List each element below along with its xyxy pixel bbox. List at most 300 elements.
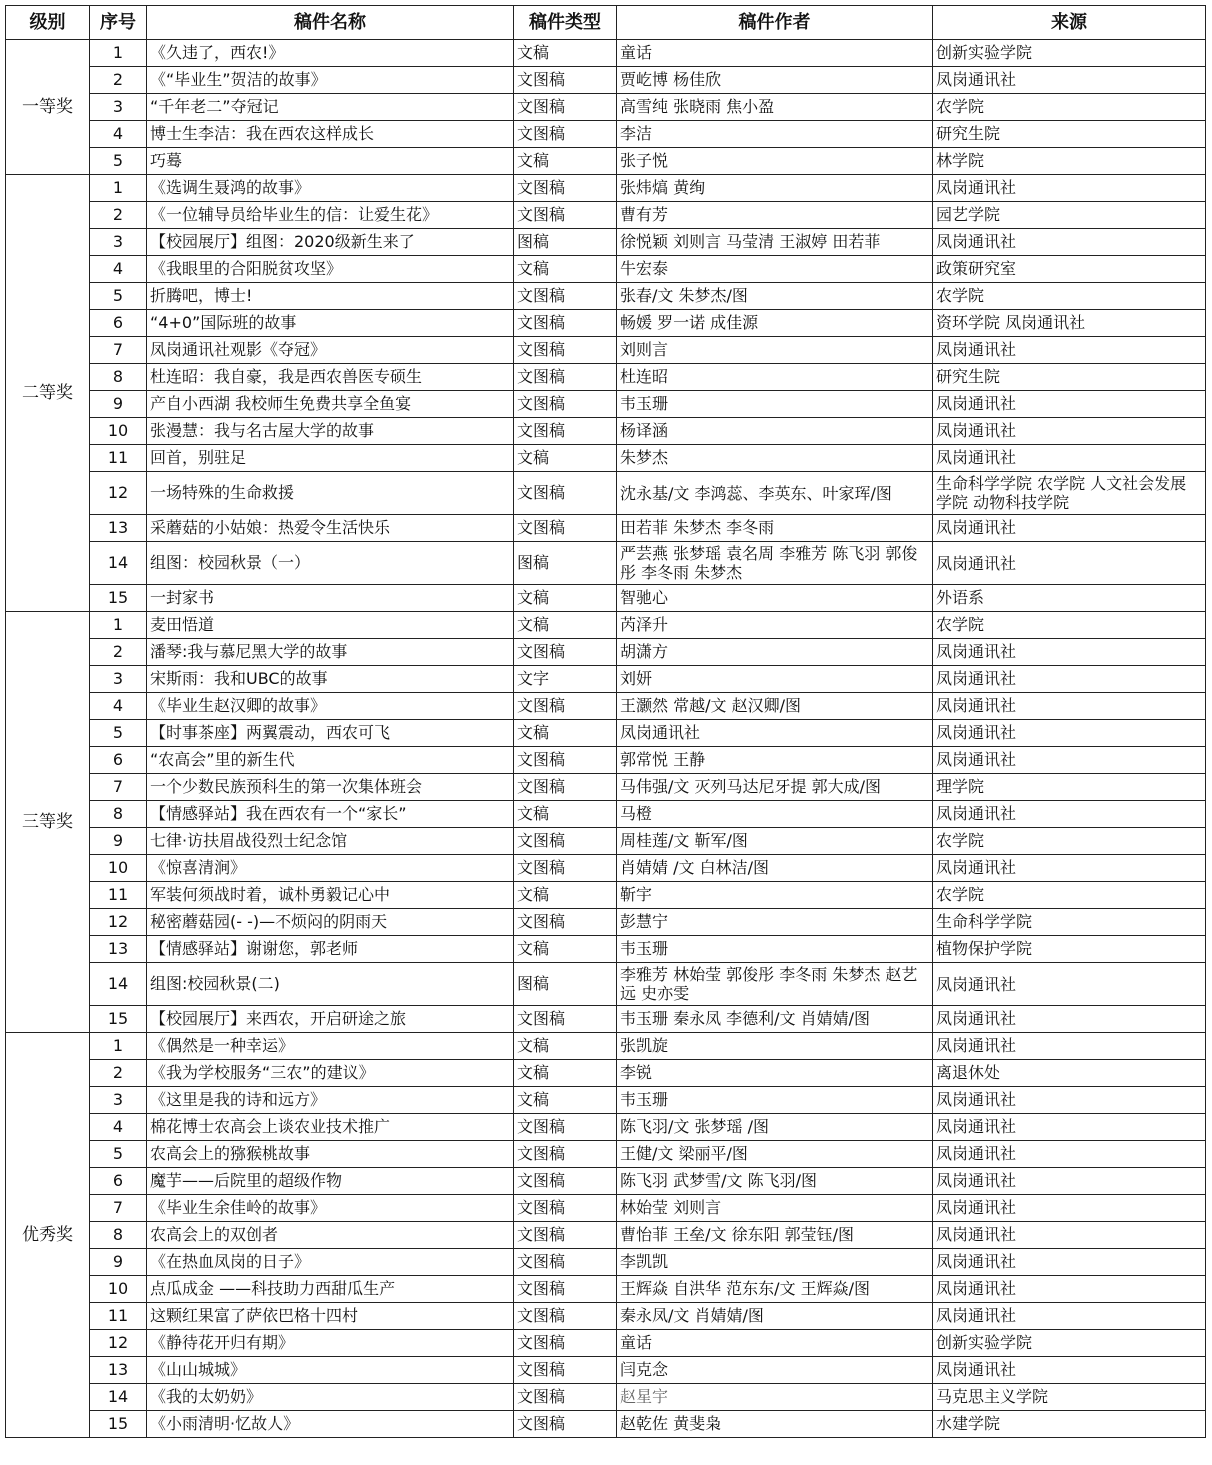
entry-number-cell: 1 (90, 1033, 147, 1060)
entry-title-cell: 组图:校园秋景(二) (147, 963, 514, 1006)
entry-title-cell: 博士生李洁：我在西农这样成长 (147, 121, 514, 148)
entry-type-cell: 文图稿 (514, 67, 617, 94)
entry-author-cell: 赵乾佐 黄斐枭 (617, 1411, 933, 1438)
entry-title-cell: 魔芋——后院里的超级作物 (147, 1168, 514, 1195)
entry-title-cell: “4+0”国际班的故事 (147, 310, 514, 337)
table-row (6, 310, 1206, 337)
entry-type-cell: 文图稿 (514, 1222, 617, 1249)
entry-author-cell: 李洁 (617, 121, 933, 148)
table-row (6, 774, 1206, 801)
entry-author-cell: 马伟强/文 灭列马达尼牙提 郭大成/图 (617, 774, 933, 801)
entry-author-cell: 田若菲 朱梦杰 李冬雨 (617, 515, 933, 542)
entry-title-cell: 《我为学校服务“三农”的建议》 (147, 1060, 514, 1087)
entry-title-cell: 《山山城城》 (147, 1357, 514, 1384)
table-row (6, 1168, 1206, 1195)
entry-author-cell: 彭慧宁 (617, 909, 933, 936)
entry-title-cell: “千年老二”夺冠记 (147, 94, 514, 121)
entry-type-cell: 文稿 (514, 148, 617, 175)
entry-title-cell: 这颗红果富了萨依巴格十四村 (147, 1303, 514, 1330)
entry-number-cell: 5 (90, 148, 147, 175)
entry-source-cell: 凤岗通讯社 (933, 1195, 1206, 1222)
entry-type-cell: 文图稿 (514, 1384, 617, 1411)
entry-title-cell: 杜连昭：我自豪，我是西农兽医专硕生 (147, 364, 514, 391)
entry-author-cell: 王健/文 梁丽平/图 (617, 1141, 933, 1168)
entry-source-cell: 凤岗通讯社 (933, 445, 1206, 472)
entry-author-cell: 王灏然 常越/文 赵汉卿/图 (617, 693, 933, 720)
entry-type-cell: 图稿 (514, 542, 617, 585)
award-level-cell: 三等奖 (6, 612, 90, 1033)
entry-source-cell: 理学院 (933, 774, 1206, 801)
entry-type-cell: 文图稿 (514, 1357, 617, 1384)
entry-type-cell: 文图稿 (514, 202, 617, 229)
table-row (6, 1411, 1206, 1438)
entry-number-cell: 9 (90, 828, 147, 855)
entry-number-cell: 4 (90, 121, 147, 148)
table-row (6, 1060, 1206, 1087)
entry-type-cell: 文图稿 (514, 747, 617, 774)
table-row (6, 1357, 1206, 1384)
entry-source-cell: 离退休处 (933, 1060, 1206, 1087)
table-row (6, 963, 1206, 1006)
entry-title-cell: 【情感驿站】我在西农有一个“家长” (147, 801, 514, 828)
entry-type-cell: 文字 (514, 666, 617, 693)
entry-type-cell: 文图稿 (514, 1141, 617, 1168)
entry-author-cell: 周桂莲/文 靳军/图 (617, 828, 933, 855)
entry-title-cell: 农高会上的猕猴桃故事 (147, 1141, 514, 1168)
entry-title-cell: 产自小西湖 我校师生免费共享全鱼宴 (147, 391, 514, 418)
entry-source-cell: 凤岗通讯社 (933, 1141, 1206, 1168)
entry-author-cell: 靳宇 (617, 882, 933, 909)
entry-author-cell: 芮泽升 (617, 612, 933, 639)
entry-number-cell: 4 (90, 693, 147, 720)
header-title: 稿件名称 (147, 6, 514, 40)
table-row (6, 747, 1206, 774)
entry-source-cell: 研究生院 (933, 364, 1206, 391)
entry-number-cell: 11 (90, 1303, 147, 1330)
entry-number-cell: 3 (90, 666, 147, 693)
entry-title-cell: 《在热血凤岗的日子》 (147, 1249, 514, 1276)
entry-type-cell: 文图稿 (514, 1168, 617, 1195)
table-row (6, 391, 1206, 418)
table-row (6, 40, 1206, 67)
table-row (6, 256, 1206, 283)
table-row (6, 283, 1206, 310)
entry-number-cell: 13 (90, 515, 147, 542)
entry-title-cell: 农高会上的双创者 (147, 1222, 514, 1249)
entry-source-cell: 凤岗通讯社 (933, 337, 1206, 364)
entry-number-cell: 5 (90, 720, 147, 747)
table-row (6, 94, 1206, 121)
entry-author-cell: 张凯旋 (617, 1033, 933, 1060)
entry-title-cell: 折腾吧，博士! (147, 283, 514, 310)
entry-number-cell: 12 (90, 909, 147, 936)
entry-author-cell: 徐悦颖 刘则言 马莹清 王淑婷 田若菲 (617, 229, 933, 256)
entry-type-cell: 文图稿 (514, 121, 617, 148)
entry-title-cell: 一个少数民族预科生的第一次集体班会 (147, 774, 514, 801)
entry-title-cell: 《“毕业生”贺洁的故事》 (147, 67, 514, 94)
entry-type-cell: 图稿 (514, 229, 617, 256)
entry-title-cell: 《小雨清明·忆故人》 (147, 1411, 514, 1438)
entry-author-cell: 郭常悦 王静 (617, 747, 933, 774)
table-row (6, 67, 1206, 94)
entry-author-cell: 刘妍 (617, 666, 933, 693)
entry-number-cell: 11 (90, 445, 147, 472)
entry-source-cell: 政策研究室 (933, 256, 1206, 283)
table-row (6, 1249, 1206, 1276)
entry-title-cell: 一场特殊的生命救援 (147, 472, 514, 515)
entry-source-cell: 农学院 (933, 612, 1206, 639)
entry-type-cell: 文稿 (514, 936, 617, 963)
table-row (6, 121, 1206, 148)
entry-type-cell: 文稿 (514, 1033, 617, 1060)
entry-title-cell: 《一位辅导员给毕业生的信：让爱生花》 (147, 202, 514, 229)
entry-source-cell: 凤岗通讯社 (933, 1168, 1206, 1195)
entry-source-cell: 凤岗通讯社 (933, 666, 1206, 693)
entry-number-cell: 1 (90, 612, 147, 639)
table-row (6, 1303, 1206, 1330)
entry-source-cell: 凤岗通讯社 (933, 418, 1206, 445)
table-row (6, 472, 1206, 515)
entry-title-cell: 《这里是我的诗和远方》 (147, 1087, 514, 1114)
table-row (6, 515, 1206, 542)
awards-table (5, 5, 1206, 1438)
entry-author-cell: 韦玉珊 (617, 1087, 933, 1114)
table-row (6, 175, 1206, 202)
entry-number-cell: 15 (90, 1006, 147, 1033)
entry-title-cell: 《静待花开归有期》 (147, 1330, 514, 1357)
entry-type-cell: 文图稿 (514, 639, 617, 666)
entry-type-cell: 文图稿 (514, 1195, 617, 1222)
entry-title-cell: 秘密蘑菇园(- -)—不烦闷的阴雨天 (147, 909, 514, 936)
entry-type-cell: 文稿 (514, 882, 617, 909)
entry-author-cell: 凤岗通讯社 (617, 720, 933, 747)
entry-title-cell: 潘琴:我与慕尼黑大学的故事 (147, 639, 514, 666)
entry-type-cell: 文稿 (514, 1087, 617, 1114)
entry-type-cell: 文图稿 (514, 828, 617, 855)
header-type: 稿件类型 (514, 6, 617, 40)
header-level: 级别 (6, 6, 90, 40)
entry-author-cell: 张炜熇 黄绚 (617, 175, 933, 202)
entry-title-cell: 组图：校园秋景（一） (147, 542, 514, 585)
table-row (6, 936, 1206, 963)
entry-title-cell: 《我的太奶奶》 (147, 1384, 514, 1411)
awards-table-wrapper (5, 5, 1206, 1438)
entry-author-cell: 肖婧婧 /文 白林洁/图 (617, 855, 933, 882)
entry-type-cell: 文图稿 (514, 1330, 617, 1357)
entry-number-cell: 8 (90, 364, 147, 391)
entry-source-cell: 凤岗通讯社 (933, 720, 1206, 747)
entry-source-cell: 凤岗通讯社 (933, 1357, 1206, 1384)
entry-type-cell: 文图稿 (514, 1411, 617, 1438)
entry-number-cell: 5 (90, 1141, 147, 1168)
entry-author-cell: 杜连昭 (617, 364, 933, 391)
entry-source-cell: 凤岗通讯社 (933, 1249, 1206, 1276)
entry-author-cell: 严芸燕 张梦瑶 袁名周 李雅芳 陈飞羽 郭俊彤 李冬雨 朱梦杰 (617, 542, 933, 585)
entry-source-cell: 凤岗通讯社 (933, 1114, 1206, 1141)
entry-author-cell: 韦玉珊 秦永凤 李德利/文 肖婧婧/图 (617, 1006, 933, 1033)
table-row (6, 612, 1206, 639)
table-row (6, 1006, 1206, 1033)
table-row (6, 909, 1206, 936)
entry-source-cell: 凤岗通讯社 (933, 855, 1206, 882)
entry-type-cell: 文图稿 (514, 1249, 617, 1276)
entry-title-cell: “农高会”里的新生代 (147, 747, 514, 774)
entry-type-cell: 文图稿 (514, 855, 617, 882)
header-author: 稿件作者 (617, 6, 933, 40)
entry-title-cell: 麦田悟道 (147, 612, 514, 639)
entry-title-cell: 《偶然是一种幸运》 (147, 1033, 514, 1060)
entry-source-cell: 凤岗通讯社 (933, 1222, 1206, 1249)
entry-author-cell: 李凯凯 (617, 1249, 933, 1276)
entry-source-cell: 凤岗通讯社 (933, 639, 1206, 666)
table-row (6, 1195, 1206, 1222)
entry-title-cell: 【校园展厅】组图：2020级新生来了 (147, 229, 514, 256)
header-number: 序号 (90, 6, 147, 40)
header-source: 来源 (933, 6, 1206, 40)
entry-source-cell: 凤岗通讯社 (933, 175, 1206, 202)
table-row (6, 639, 1206, 666)
entry-source-cell: 研究生院 (933, 121, 1206, 148)
entry-author-cell: 韦玉珊 (617, 936, 933, 963)
entry-source-cell: 生命科学学院 (933, 909, 1206, 936)
entry-title-cell: 七律·访扶眉战役烈士纪念馆 (147, 828, 514, 855)
table-row (6, 445, 1206, 472)
entry-author-cell: 张子悦 (617, 148, 933, 175)
entry-source-cell: 马克思主义学院 (933, 1384, 1206, 1411)
entry-source-cell: 凤岗通讯社 (933, 229, 1206, 256)
entry-source-cell: 凤岗通讯社 (933, 1006, 1206, 1033)
entry-type-cell: 文稿 (514, 1060, 617, 1087)
entry-type-cell: 文图稿 (514, 283, 617, 310)
entry-author-cell: 杨译涵 (617, 418, 933, 445)
entry-type-cell: 文图稿 (514, 472, 617, 515)
entry-type-cell: 文图稿 (514, 391, 617, 418)
entry-number-cell: 5 (90, 283, 147, 310)
entry-title-cell: 棉花博士农高会上谈农业技术推广 (147, 1114, 514, 1141)
entry-author-cell: 陈飞羽/文 张梦瑶 /图 (617, 1114, 933, 1141)
entry-number-cell: 10 (90, 418, 147, 445)
entry-title-cell: 《久违了，西农!》 (147, 40, 514, 67)
entry-source-cell: 水建学院 (933, 1411, 1206, 1438)
table-row (6, 585, 1206, 612)
entry-source-cell: 凤岗通讯社 (933, 515, 1206, 542)
table-row (6, 801, 1206, 828)
entry-title-cell: 点瓜成金 ——科技助力西甜瓜生产 (147, 1276, 514, 1303)
entry-source-cell: 创新实验学院 (933, 40, 1206, 67)
entry-author-cell: 陈飞羽 武梦雪/文 陈飞羽/图 (617, 1168, 933, 1195)
entry-type-cell: 文图稿 (514, 693, 617, 720)
entry-number-cell: 9 (90, 1249, 147, 1276)
table-row (6, 1276, 1206, 1303)
entry-author-cell: 王辉焱 自洪华 范东东/文 王辉焱/图 (617, 1276, 933, 1303)
entry-number-cell: 15 (90, 1411, 147, 1438)
table-row (6, 364, 1206, 391)
entry-author-cell: 朱梦杰 (617, 445, 933, 472)
entry-number-cell: 1 (90, 40, 147, 67)
entry-source-cell: 凤岗通讯社 (933, 1276, 1206, 1303)
table-row (6, 229, 1206, 256)
entry-source-cell: 林学院 (933, 148, 1206, 175)
entry-type-cell: 文图稿 (514, 515, 617, 542)
entry-title-cell: 回首，别驻足 (147, 445, 514, 472)
entry-author-cell: 刘则言 (617, 337, 933, 364)
entry-number-cell: 8 (90, 1222, 147, 1249)
entry-title-cell: 宋斯雨：我和UBC的故事 (147, 666, 514, 693)
entry-source-cell: 植物保护学院 (933, 936, 1206, 963)
entry-type-cell: 文稿 (514, 40, 617, 67)
entry-title-cell: 采蘑菇的小姑娘：热爱令生活快乐 (147, 515, 514, 542)
entry-number-cell: 11 (90, 882, 147, 909)
entry-source-cell: 凤岗通讯社 (933, 1303, 1206, 1330)
entry-author-cell: 童话 (617, 40, 933, 67)
entry-number-cell: 3 (90, 94, 147, 121)
award-level-cell: 优秀奖 (6, 1033, 90, 1438)
entry-number-cell: 15 (90, 585, 147, 612)
entry-source-cell: 园艺学院 (933, 202, 1206, 229)
entry-type-cell: 文图稿 (514, 175, 617, 202)
entry-author-cell: 高雪纯 张晓雨 焦小盈 (617, 94, 933, 121)
entry-source-cell: 凤岗通讯社 (933, 693, 1206, 720)
entry-source-cell: 凤岗通讯社 (933, 747, 1206, 774)
entry-author-cell: 秦永凤/文 肖婧婧/图 (617, 1303, 933, 1330)
entry-title-cell: 【时事茶座】两翼震动，西农可飞 (147, 720, 514, 747)
entry-number-cell: 12 (90, 472, 147, 515)
entry-type-cell: 文图稿 (514, 1006, 617, 1033)
award-level-cell: 一等奖 (6, 40, 90, 175)
entry-source-cell: 农学院 (933, 94, 1206, 121)
entry-type-cell: 文稿 (514, 612, 617, 639)
entry-number-cell: 3 (90, 229, 147, 256)
entry-title-cell: 《选调生聂鸿的故事》 (147, 175, 514, 202)
entry-source-cell: 凤岗通讯社 (933, 1033, 1206, 1060)
entry-title-cell: 【情感驿站】谢谢您，郭老师 (147, 936, 514, 963)
table-row (6, 418, 1206, 445)
entry-number-cell: 3 (90, 1087, 147, 1114)
entry-author-cell: 闫克念 (617, 1357, 933, 1384)
entry-title-cell: 军装何须战时着，诚朴勇毅记心中 (147, 882, 514, 909)
entry-number-cell: 6 (90, 310, 147, 337)
entry-source-cell: 农学院 (933, 882, 1206, 909)
entry-source-cell: 农学院 (933, 283, 1206, 310)
entry-author-cell: 李雅芳 林始莹 郭俊彤 李冬雨 朱梦杰 赵艺远 史亦雯 (617, 963, 933, 1006)
entry-type-cell: 文稿 (514, 585, 617, 612)
entry-title-cell: 一封家书 (147, 585, 514, 612)
table-row (6, 1141, 1206, 1168)
entry-title-cell: 《我眼里的合阳脱贫攻坚》 (147, 256, 514, 283)
entry-source-cell: 凤岗通讯社 (933, 801, 1206, 828)
table-row (6, 1033, 1206, 1060)
table-row (6, 1087, 1206, 1114)
entry-number-cell: 12 (90, 1330, 147, 1357)
entry-number-cell: 6 (90, 1168, 147, 1195)
table-row (6, 1222, 1206, 1249)
entry-author-cell: 智驰心 (617, 585, 933, 612)
entry-author-cell: 畅媛 罗一诺 成佳源 (617, 310, 933, 337)
entry-type-cell: 文图稿 (514, 1114, 617, 1141)
entry-number-cell: 4 (90, 1114, 147, 1141)
entry-author-cell: 沈永基/文 李鸿蕊、李英东、叶家珲/图 (617, 472, 933, 515)
table-row (6, 337, 1206, 364)
entry-source-cell: 凤岗通讯社 (933, 963, 1206, 1006)
entry-title-cell: 《惊喜清涧》 (147, 855, 514, 882)
entry-type-cell: 文稿 (514, 256, 617, 283)
entry-number-cell: 8 (90, 801, 147, 828)
entry-title-cell: 巧蓦 (147, 148, 514, 175)
entry-number-cell: 10 (90, 855, 147, 882)
entry-type-cell: 文图稿 (514, 337, 617, 364)
entry-source-cell: 凤岗通讯社 (933, 391, 1206, 418)
entry-title-cell: 凤岗通讯社观影《夺冠》 (147, 337, 514, 364)
entry-number-cell: 13 (90, 936, 147, 963)
table-row (6, 202, 1206, 229)
entry-number-cell: 2 (90, 202, 147, 229)
entry-author-cell: 韦玉珊 (617, 391, 933, 418)
entry-author-cell: 张春/文 朱梦杰/图 (617, 283, 933, 310)
entry-author-cell: 童话 (617, 1330, 933, 1357)
entry-number-cell: 9 (90, 391, 147, 418)
entry-number-cell: 1 (90, 175, 147, 202)
entry-number-cell: 7 (90, 1195, 147, 1222)
entry-title-cell: 【校园展厅】来西农，开启研途之旅 (147, 1006, 514, 1033)
entry-source-cell: 资环学院 凤岗通讯社 (933, 310, 1206, 337)
entry-type-cell: 文稿 (514, 720, 617, 747)
table-row (6, 542, 1206, 585)
table-row (6, 882, 1206, 909)
table-body (6, 40, 1206, 1438)
entry-type-cell: 文图稿 (514, 418, 617, 445)
entry-author-cell: 胡潇方 (617, 639, 933, 666)
entry-number-cell: 10 (90, 1276, 147, 1303)
entry-type-cell: 文图稿 (514, 310, 617, 337)
entry-type-cell: 文图稿 (514, 1276, 617, 1303)
entry-number-cell: 2 (90, 639, 147, 666)
entry-type-cell: 文图稿 (514, 94, 617, 121)
entry-source-cell: 生命科学学院 农学院 人文社会发展学院 动物科技学院 (933, 472, 1206, 515)
entry-number-cell: 7 (90, 337, 147, 364)
header-row (6, 6, 1206, 40)
entry-source-cell: 创新实验学院 (933, 1330, 1206, 1357)
entry-author-cell: 牛宏泰 (617, 256, 933, 283)
entry-author-cell: 贾屹博 杨佳欣 (617, 67, 933, 94)
entry-title-cell: 《毕业生余佳岭的故事》 (147, 1195, 514, 1222)
table-row (6, 693, 1206, 720)
table-row (6, 1384, 1206, 1411)
entry-title-cell: 张漫慧：我与名古屋大学的故事 (147, 418, 514, 445)
entry-type-cell: 文图稿 (514, 1303, 617, 1330)
table-row (6, 148, 1206, 175)
entry-number-cell: 4 (90, 256, 147, 283)
entry-number-cell: 14 (90, 963, 147, 1006)
entry-number-cell: 6 (90, 747, 147, 774)
table-row (6, 720, 1206, 747)
entry-source-cell: 凤岗通讯社 (933, 67, 1206, 94)
entry-author-cell: 马橙 (617, 801, 933, 828)
entry-number-cell: 14 (90, 542, 147, 585)
entry-number-cell: 14 (90, 1384, 147, 1411)
entry-source-cell: 凤岗通讯社 (933, 1087, 1206, 1114)
entry-number-cell: 7 (90, 774, 147, 801)
entry-type-cell: 文稿 (514, 445, 617, 472)
entry-author-cell: 李锐 (617, 1060, 933, 1087)
entry-number-cell: 2 (90, 1060, 147, 1087)
entry-author-cell: 赵星宇 (617, 1384, 933, 1411)
table-row (6, 1330, 1206, 1357)
entry-type-cell: 文图稿 (514, 909, 617, 936)
table-row (6, 828, 1206, 855)
table-row (6, 855, 1206, 882)
entry-source-cell: 外语系 (933, 585, 1206, 612)
entry-source-cell: 凤岗通讯社 (933, 542, 1206, 585)
